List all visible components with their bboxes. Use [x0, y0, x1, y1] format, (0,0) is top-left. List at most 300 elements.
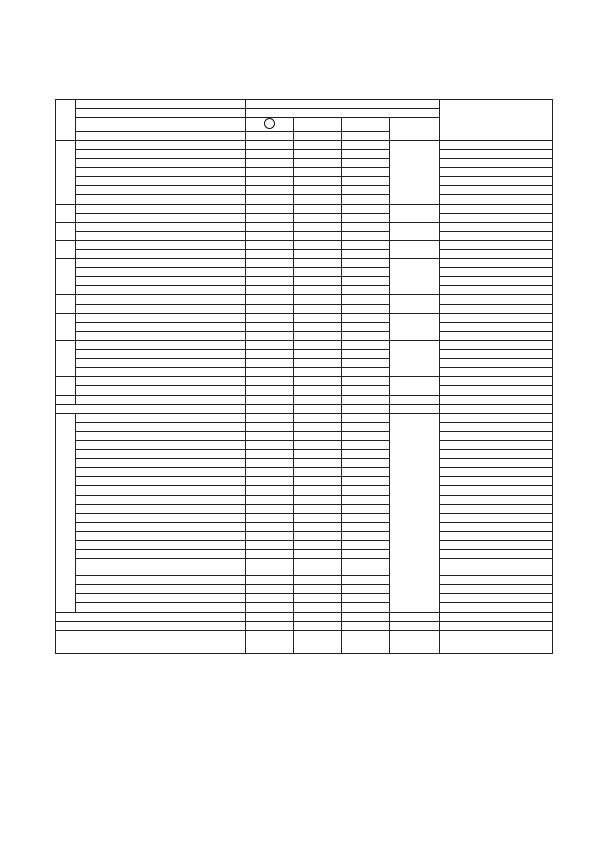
remark: [440, 504, 553, 513]
credits-g3: [342, 304, 390, 313]
subject-name: [76, 395, 246, 404]
subject-name: [76, 531, 246, 540]
credits-g2: [294, 559, 342, 576]
subject-area-4: [56, 259, 76, 295]
credits-g1: [246, 140, 294, 149]
area-total: [390, 222, 440, 240]
remark: [440, 295, 553, 304]
subject-area-8: [56, 377, 76, 395]
credits-g1: [246, 259, 294, 268]
credits-g2: [294, 450, 342, 459]
credits-g1: [246, 413, 294, 422]
credits-g3: [342, 431, 390, 440]
class-count-g2: [294, 131, 342, 140]
subject-row: [56, 431, 553, 440]
credits-g1: [246, 450, 294, 459]
credits-g2: [294, 350, 342, 359]
inquiry-hours-remark: [440, 630, 553, 653]
credits-g2: [294, 459, 342, 468]
remark: [440, 531, 553, 540]
class-count-g1: [246, 131, 294, 140]
subject-name: [76, 259, 246, 268]
class-count-g3: [342, 131, 390, 140]
credits-g1: [246, 459, 294, 468]
subject-name: [76, 159, 246, 168]
subject-name: [76, 431, 246, 440]
subject-name: [76, 541, 246, 550]
subject-area-1: [56, 204, 76, 222]
remark: [440, 477, 553, 486]
subject-row: [56, 395, 553, 404]
grade-2-header: [294, 118, 342, 132]
subject-name: [76, 603, 246, 612]
credits-g3: [342, 513, 390, 522]
subject-name: [76, 495, 246, 504]
credits-g1: [246, 550, 294, 559]
credits-g1: [246, 177, 294, 186]
subject-name: [76, 140, 246, 149]
credits-g3: [342, 359, 390, 368]
remark: [440, 486, 553, 495]
credits-g3: [342, 259, 390, 268]
subject-name: [76, 277, 246, 286]
credits-g1: [246, 531, 294, 540]
credits-g1: [246, 585, 294, 594]
credits-g1: [246, 368, 294, 377]
remark: [440, 231, 553, 240]
credits-g3: [342, 168, 390, 177]
subject-name: [76, 468, 246, 477]
subject-row: [56, 585, 553, 594]
credits-g1: [246, 513, 294, 522]
credits-g2: [294, 322, 342, 331]
remark: [440, 149, 553, 158]
remark: [440, 594, 553, 603]
remarks-header: [440, 100, 553, 141]
entry-year-value: [246, 100, 440, 109]
credits-g1: [246, 231, 294, 240]
credits-g2: [294, 422, 342, 431]
remark: [440, 277, 553, 286]
subject-row: [56, 468, 553, 477]
subject-name: [76, 313, 246, 322]
subject-row: [56, 204, 553, 213]
credits-g1: [246, 268, 294, 277]
credits-g3: [342, 468, 390, 477]
subtotal-commerce-remark: [440, 612, 553, 621]
remark: [440, 541, 553, 550]
credits-g1: [246, 541, 294, 550]
area-total: [390, 395, 440, 404]
credits-g2: [294, 368, 342, 377]
credits-g2: [294, 594, 342, 603]
subtotal-commerce-g3: [342, 612, 390, 621]
remark: [440, 513, 553, 522]
remark: [440, 468, 553, 477]
remark: [440, 268, 553, 277]
subtotal-general-g2: [294, 404, 342, 413]
credits-g1: [246, 594, 294, 603]
subject-name: [76, 231, 246, 240]
subject-name: [76, 250, 246, 259]
credits-g2: [294, 504, 342, 513]
subject-row: [56, 522, 553, 531]
grade-3-header: [342, 118, 390, 132]
subject-total-total: [390, 621, 440, 630]
total-header: [390, 118, 440, 141]
subject-name: [76, 459, 246, 468]
credits-g2: [294, 377, 342, 386]
remark: [440, 195, 553, 204]
credits-g3: [342, 186, 390, 195]
subject-row: [56, 559, 553, 576]
credits-g1: [246, 159, 294, 168]
subject-row: [56, 459, 553, 468]
area-total: [390, 140, 440, 204]
credits-g2: [294, 231, 342, 240]
remark: [440, 386, 553, 395]
subject-name: [76, 486, 246, 495]
subject-row: [56, 495, 553, 504]
subject-row: [56, 359, 553, 368]
subject-name: [76, 368, 246, 377]
credits-g1: [246, 395, 294, 404]
subject-row: [56, 250, 553, 259]
credits-g3: [342, 377, 390, 386]
subject-area-commerce: [56, 413, 76, 612]
remark: [440, 522, 553, 531]
subject-row: [56, 268, 553, 277]
remark: [440, 140, 553, 149]
grade-1-header: [246, 118, 294, 132]
subject-row: [56, 504, 553, 513]
credits-g3: [342, 395, 390, 404]
credits-g2: [294, 240, 342, 249]
subject-name: [76, 268, 246, 277]
inquiry-hours-g1: [246, 630, 294, 653]
inquiry-hours-g3: [342, 630, 390, 653]
remark: [440, 168, 553, 177]
credits-g1: [246, 559, 294, 576]
credits-g1: [246, 340, 294, 349]
subtotal-general-total: [390, 404, 440, 413]
credits-g3: [342, 386, 390, 395]
remark: [440, 313, 553, 322]
subject-row: [56, 168, 553, 177]
credits-g3: [342, 322, 390, 331]
credits-g1: [246, 222, 294, 231]
credits-g2: [294, 413, 342, 422]
subject-row: [56, 304, 553, 313]
subject-name: [76, 585, 246, 594]
subject-row: [56, 159, 553, 168]
subject-total-row: [56, 621, 553, 630]
credits-g3: [342, 331, 390, 340]
credits-g2: [294, 277, 342, 286]
remark: [440, 459, 553, 468]
subject-name: [76, 522, 246, 531]
subject-name: [76, 149, 246, 158]
subject-row: [56, 195, 553, 204]
area-total: [390, 204, 440, 222]
credits-g3: [342, 450, 390, 459]
subtotal-general-remark: [440, 404, 553, 413]
subject-total-g2: [294, 621, 342, 630]
subject-name: [76, 350, 246, 359]
subject-name: [76, 186, 246, 195]
subject-total-remark: [440, 621, 553, 630]
credits-g1: [246, 331, 294, 340]
credits-g2: [294, 576, 342, 585]
credits-g1: [246, 477, 294, 486]
credits-g2: [294, 140, 342, 149]
subject-name: [76, 422, 246, 431]
subject-row: [56, 213, 553, 222]
credits-g3: [342, 213, 390, 222]
subject-area-header: [56, 100, 76, 141]
credits-g1: [246, 240, 294, 249]
credits-g3: [342, 140, 390, 149]
credits-g3: [342, 195, 390, 204]
credits-g1: [246, 468, 294, 477]
credits-g3: [342, 231, 390, 240]
credits-g3: [342, 504, 390, 513]
subject-row: [56, 149, 553, 158]
credits-g1: [246, 286, 294, 295]
subject-name: [76, 576, 246, 585]
remark: [440, 440, 553, 449]
subject-row: [56, 186, 553, 195]
subject-name: [76, 386, 246, 395]
credits-g3: [342, 495, 390, 504]
credits-g2: [294, 213, 342, 222]
subject-row: [56, 486, 553, 495]
credits-g2: [294, 495, 342, 504]
credits-g3: [342, 204, 390, 213]
credits-g3: [342, 594, 390, 603]
remark: [440, 213, 553, 222]
subject-row: [56, 240, 553, 249]
credits-g2: [294, 186, 342, 195]
subject-name: [76, 213, 246, 222]
subject-name: [76, 331, 246, 340]
credits-g1: [246, 377, 294, 386]
subject-area-3: [56, 240, 76, 258]
course-label: [76, 109, 246, 118]
subject-name: [76, 322, 246, 331]
subject-row: [56, 277, 553, 286]
remark: [440, 177, 553, 186]
remark: [440, 222, 553, 231]
credits-g2: [294, 585, 342, 594]
credits-g3: [342, 340, 390, 349]
subject-name: [76, 359, 246, 368]
subject-total-g1: [246, 621, 294, 630]
credits-g2: [294, 550, 342, 559]
credits-g3: [342, 477, 390, 486]
subject-row: [56, 140, 553, 149]
subtotal-commerce-g2: [294, 612, 342, 621]
credits-g2: [294, 286, 342, 295]
subject-row: [56, 550, 553, 559]
remark: [440, 159, 553, 168]
subject-name: [76, 286, 246, 295]
credits-g2: [294, 149, 342, 158]
credits-g3: [342, 177, 390, 186]
area-total: [390, 413, 440, 612]
credits-g2: [294, 340, 342, 349]
remark: [440, 422, 553, 431]
credits-g2: [294, 431, 342, 440]
remark: [440, 377, 553, 386]
credits-g3: [342, 277, 390, 286]
subtotal-general-g3: [342, 404, 390, 413]
credits-g1: [246, 213, 294, 222]
subject-row: [56, 313, 553, 322]
credits-g1: [246, 486, 294, 495]
credits-g3: [342, 541, 390, 550]
subject-area-0: [56, 140, 76, 204]
subject-name: [76, 177, 246, 186]
credits-g1: [246, 350, 294, 359]
credits-g1: [246, 186, 294, 195]
subject-name: [76, 594, 246, 603]
subject-name: [76, 559, 246, 576]
credits-g1: [246, 440, 294, 449]
subject-row: [56, 295, 553, 304]
credits-g3: [342, 149, 390, 158]
subject-name: [76, 377, 246, 386]
credits-g1: [246, 295, 294, 304]
remark: [440, 259, 553, 268]
subject-row: [56, 322, 553, 331]
area-total: [390, 313, 440, 340]
credits-g3: [342, 368, 390, 377]
credits-g2: [294, 313, 342, 322]
subject-name: [76, 204, 246, 213]
subject-name: [76, 440, 246, 449]
credits-g3: [342, 550, 390, 559]
subject-area-9: [56, 395, 76, 404]
credits-g3: [342, 222, 390, 231]
credits-g3: [342, 413, 390, 422]
credits-g3: [342, 350, 390, 359]
subject-total-label: [56, 621, 246, 630]
subject-name: [76, 550, 246, 559]
credits-g2: [294, 386, 342, 395]
credits-g2: [294, 468, 342, 477]
subject-row: [56, 386, 553, 395]
subtotal-commerce-g1: [246, 612, 294, 621]
subject-row: [56, 477, 553, 486]
credits-g2: [294, 531, 342, 540]
inquiry-hours-label: [56, 630, 246, 653]
subtotal-commerce-label: [56, 612, 246, 621]
area-total: [390, 377, 440, 395]
credits-g1: [246, 250, 294, 259]
subject-area-7: [56, 340, 76, 376]
credits-g3: [342, 240, 390, 249]
remark: [440, 350, 553, 359]
credits-g2: [294, 295, 342, 304]
credits-g3: [342, 159, 390, 168]
course-value: [246, 109, 440, 118]
credits-g1: [246, 359, 294, 368]
credits-g1: [246, 322, 294, 331]
area-total: [390, 259, 440, 295]
credits-g1: [246, 495, 294, 504]
credits-g3: [342, 268, 390, 277]
subtotal-general-row: [56, 404, 553, 413]
subtotal-general-label: [56, 404, 246, 413]
remark: [440, 395, 553, 404]
subject-name: [76, 304, 246, 313]
credits-g3: [342, 559, 390, 576]
remark: [440, 431, 553, 440]
credits-g3: [342, 313, 390, 322]
credits-g3: [342, 295, 390, 304]
subject-name: [76, 295, 246, 304]
credits-g2: [294, 486, 342, 495]
credits-g1: [246, 431, 294, 440]
subject-row: [56, 450, 553, 459]
subject-row: [56, 594, 553, 603]
credits-g3: [342, 459, 390, 468]
remark: [440, 304, 553, 313]
credits-g1: [246, 522, 294, 531]
remark: [440, 585, 553, 594]
remark: [440, 559, 553, 576]
subject-row: [56, 368, 553, 377]
entry-year-label: [76, 100, 246, 109]
credits-g3: [342, 286, 390, 295]
credits-g2: [294, 395, 342, 404]
remark: [440, 413, 553, 422]
credits-g2: [294, 304, 342, 313]
subtotal-commerce-row: [56, 612, 553, 621]
remark: [440, 603, 553, 612]
remark: [440, 495, 553, 504]
subject-row: [56, 603, 553, 612]
credits-g3: [342, 440, 390, 449]
subject-row: [56, 541, 553, 550]
remark: [440, 576, 553, 585]
remark: [440, 450, 553, 459]
subject-row: [56, 377, 553, 386]
credits-g2: [294, 250, 342, 259]
inquiry-hours-g2: [294, 630, 342, 653]
credits-g1: [246, 603, 294, 612]
subject-name: [76, 477, 246, 486]
subject-name: [76, 195, 246, 204]
credits-g3: [342, 250, 390, 259]
subject-row: [56, 231, 553, 240]
credits-g2: [294, 541, 342, 550]
curriculum-table: [55, 99, 553, 654]
credits-g1: [246, 204, 294, 213]
credits-g2: [294, 195, 342, 204]
area-total: [390, 340, 440, 376]
credits-g2: [294, 168, 342, 177]
subtotal-general-g1: [246, 404, 294, 413]
subject-area-2: [56, 222, 76, 240]
credits-g3: [342, 585, 390, 594]
subject-row: [56, 531, 553, 540]
subject-row: [56, 413, 553, 422]
inquiry-hours-total: [390, 630, 440, 653]
subject-name: [76, 340, 246, 349]
class-count-label: [76, 131, 246, 140]
